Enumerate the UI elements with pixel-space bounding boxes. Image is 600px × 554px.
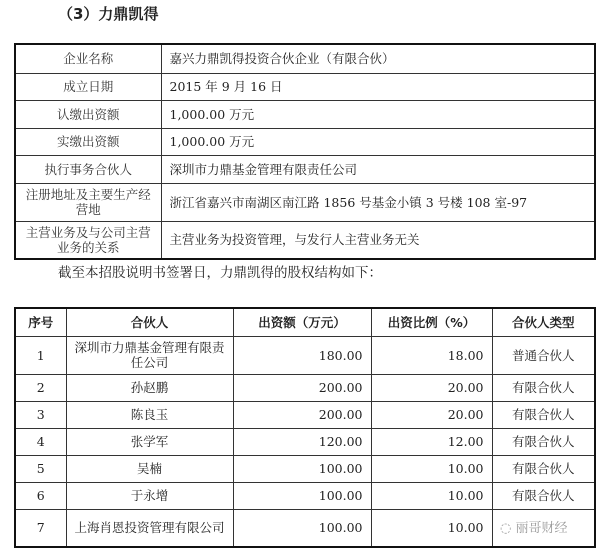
info-row — [15, 44, 595, 73]
partner-name: 于永增 — [66, 482, 233, 509]
info-value: 浙江省嘉兴市南湖区南江路 1856 号基金小镇 3 号楼 108 室-97 — [161, 183, 595, 221]
intro-text: 截至本招股说明书签署日，力鼎凯得的股权结构如下： — [58, 265, 382, 281]
row-no: 7 — [15, 509, 66, 547]
info-label: 企业名称 — [15, 44, 161, 73]
info-row — [15, 183, 595, 221]
table-row — [15, 336, 595, 374]
header-amount: 出资额（万元） — [233, 308, 371, 336]
section-heading: （3）力鼎凯得 — [58, 5, 159, 23]
amount: 100.00 — [233, 482, 371, 509]
info-value: 1,000.00 万元 — [161, 128, 595, 155]
partner-name: 陈良玉 — [66, 401, 233, 428]
amount: 200.00 — [233, 401, 371, 428]
partner-name: 张学军 — [66, 428, 233, 455]
row-no: 4 — [15, 428, 66, 455]
partner-type: 有限合伙人 — [492, 455, 595, 482]
header-ratio: 出资比例（%） — [371, 308, 492, 336]
amount: 180.00 — [233, 336, 371, 374]
ratio: 18.00 — [371, 336, 492, 374]
amount: 100.00 — [233, 455, 371, 482]
table-row — [15, 428, 595, 455]
row-no: 5 — [15, 455, 66, 482]
info-value: 嘉兴力鼎凯得投资合伙企业（有限合伙） — [161, 44, 595, 73]
table-row — [15, 374, 595, 401]
amount: 120.00 — [233, 428, 371, 455]
watermark: ◌ 丽哥财经 — [500, 521, 568, 536]
amount: 100.00 — [233, 509, 371, 547]
ratio: 10.00 — [371, 509, 492, 547]
info-value: 1,000.00 万元 — [161, 100, 595, 128]
info-value: 主营业务为投资管理，与发行人主营业务无关 — [161, 221, 595, 259]
header-type: 合伙人类型 — [492, 308, 595, 336]
header-partner: 合伙人 — [66, 308, 233, 336]
partners-table — [14, 307, 596, 548]
company-info-table — [14, 43, 596, 260]
partner-type: 有限合伙人 — [492, 482, 595, 509]
info-row — [15, 100, 595, 128]
partner-type: 有限合伙人 — [492, 401, 595, 428]
info-label: 认缴出资额 — [15, 100, 161, 128]
ratio: 12.00 — [371, 428, 492, 455]
partner-type: 有限合伙人 — [492, 428, 595, 455]
info-row — [15, 155, 595, 183]
info-label: 执行事务合伙人 — [15, 155, 161, 183]
row-no: 1 — [15, 336, 66, 374]
ratio: 10.00 — [371, 482, 492, 509]
info-row — [15, 128, 595, 155]
info-row — [15, 221, 595, 259]
table-row — [15, 482, 595, 509]
ratio: 20.00 — [371, 401, 492, 428]
info-row — [15, 73, 595, 100]
partner-name: 孙赵鹏 — [66, 374, 233, 401]
row-no: 3 — [15, 401, 66, 428]
row-no: 6 — [15, 482, 66, 509]
info-label: 成立日期 — [15, 73, 161, 100]
partner-name: 深圳市力鼎基金管理有限责任公司 — [66, 336, 233, 374]
table-row — [15, 401, 595, 428]
info-label: 实缴出资额 — [15, 128, 161, 155]
partner-type: 有限合伙人 — [492, 374, 595, 401]
wechat-icon: ◌ — [500, 521, 516, 536]
info-value: 深圳市力鼎基金管理有限责任公司 — [161, 155, 595, 183]
partner-name: 上海肖恩投资管理有限公司 — [66, 509, 233, 547]
info-label: 注册地址及主要生产经营地 — [15, 183, 161, 221]
ratio: 10.00 — [371, 455, 492, 482]
info-value: 2015 年 9 月 16 日 — [161, 73, 595, 100]
header-no: 序号 — [15, 308, 66, 336]
info-label: 主营业务及与公司主营业务的关系 — [15, 221, 161, 259]
partner-type: 普通合伙人 — [492, 336, 595, 374]
ratio: 20.00 — [371, 374, 492, 401]
partner-name: 吴楠 — [66, 455, 233, 482]
row-no: 2 — [15, 374, 66, 401]
amount: 200.00 — [233, 374, 371, 401]
table-row — [15, 455, 595, 482]
